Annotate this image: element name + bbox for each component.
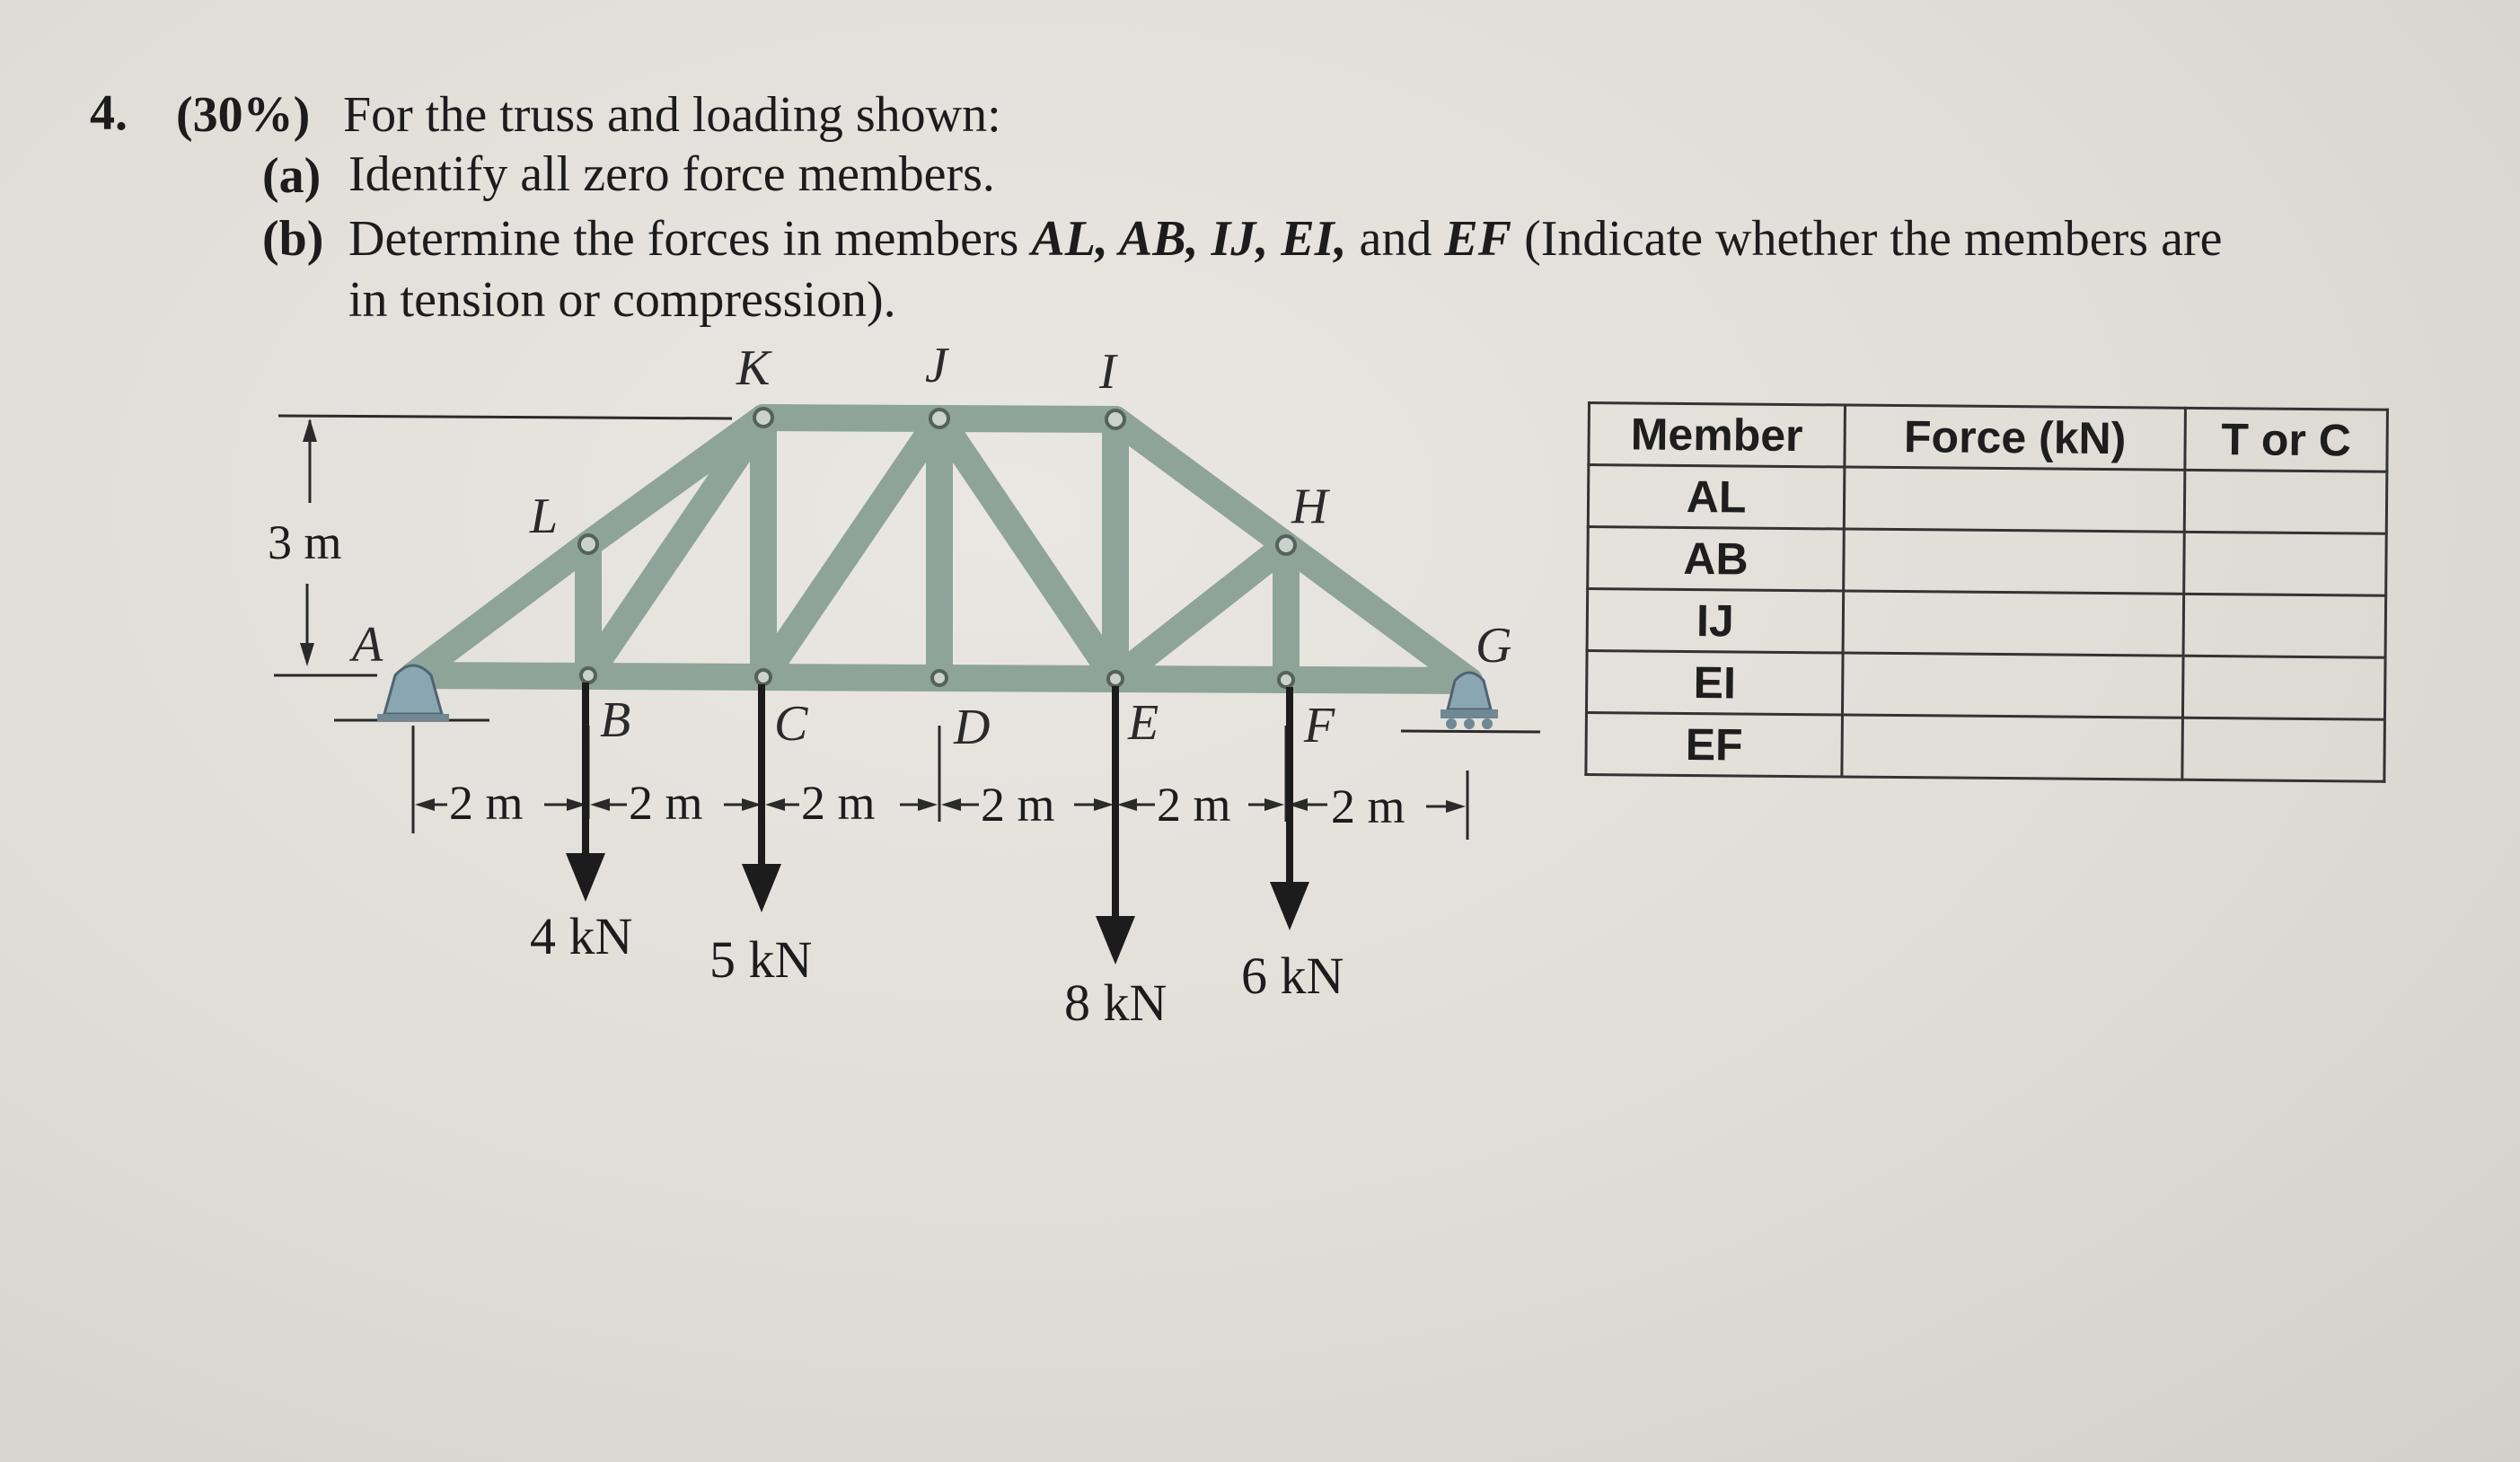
member-IH [1115, 419, 1286, 545]
joint-label-D: D [954, 700, 991, 755]
pin-C [756, 670, 771, 684]
truss-members [413, 418, 1469, 681]
answer-table [1584, 401, 2389, 783]
load-label-C: 5 kN [709, 930, 813, 989]
part-b-and: and [1359, 211, 1432, 267]
force-cell[interactable] [1844, 467, 2185, 532]
height-label: 3 m [268, 515, 342, 569]
table-row [1588, 465, 2387, 534]
height-top-line [278, 416, 732, 418]
table-row [1586, 712, 2385, 781]
part-b-members: AL, AB, IJ, EI, [1031, 211, 1347, 267]
load-arrowheads [566, 853, 1309, 964]
ground-right [1401, 731, 1540, 732]
part-b-continuation: in tension or compression). [348, 272, 896, 328]
question-weight: (30%) [176, 87, 311, 143]
header-t-or-c: T or C [2185, 408, 2388, 471]
toc-cell[interactable] [2182, 656, 2385, 719]
pin-K [754, 409, 772, 427]
part-b-post: (Indicate whether the members are [1524, 211, 2223, 267]
joint-label-J: J [925, 338, 947, 393]
table-row [1587, 589, 2386, 658]
joint-label-I: I [1099, 344, 1116, 400]
joint-label-F: F [1304, 698, 1335, 753]
spacing-label-CD: 2 m [801, 776, 876, 830]
height-arrow-down [300, 643, 314, 666]
table-row [1586, 651, 2385, 720]
member-cell: EF [1586, 712, 1843, 776]
joint-label-B: B [600, 692, 631, 748]
member-EH [1115, 545, 1286, 679]
member-cell: EI [1586, 651, 1843, 715]
height-arrow-up [303, 418, 317, 442]
header-member: Member [1589, 403, 1846, 467]
pin-L [579, 535, 597, 553]
header-force: Force (kN) [1845, 405, 2186, 470]
member-JE [939, 418, 1115, 679]
table-row [1588, 527, 2387, 596]
pin-D [932, 671, 947, 685]
joint-label-C: C [774, 696, 808, 752]
toc-cell[interactable] [2182, 718, 2385, 781]
joint-label-A: A [352, 617, 383, 673]
part-b-pre: Determine the forces in members [348, 211, 1019, 267]
force-cell[interactable] [1844, 529, 2185, 594]
question-number: 4. [90, 85, 128, 141]
member-cell: AB [1588, 527, 1845, 591]
pin-F [1279, 673, 1293, 687]
toc-cell[interactable] [2184, 470, 2387, 533]
load-label-E: 8 kN [1064, 973, 1167, 1032]
pin-B [581, 668, 595, 683]
spacing-label-AB: 2 m [449, 776, 524, 830]
toc-cell[interactable] [2184, 532, 2387, 595]
force-cell[interactable] [1842, 715, 2183, 779]
member-cell: IJ [1587, 589, 1844, 653]
toc-cell[interactable] [2183, 594, 2386, 657]
member-AL [413, 544, 588, 675]
spacing-label-FG: 2 m [1331, 779, 1405, 833]
member-CJ [763, 418, 939, 677]
member-BK [588, 418, 763, 675]
pin-E [1108, 672, 1123, 686]
part-a-text: Identify all zero force members. [348, 146, 995, 202]
part-b-label: (b) [262, 211, 324, 267]
load-label-B: 4 kN [530, 907, 633, 965]
part-a-label: (a) [262, 148, 322, 204]
joint-label-H: H [1291, 479, 1328, 534]
joint-label-K: K [736, 340, 771, 396]
part-b-last-member: EF [1444, 211, 1512, 267]
pin-I [1106, 410, 1124, 428]
joint-label-L: L [530, 489, 559, 544]
spacing-label-DE: 2 m [981, 778, 1055, 832]
pin-J [930, 410, 948, 427]
spacing-label-EF: 2 m [1157, 778, 1231, 832]
question-prompt: For the truss and loading shown: [343, 87, 1001, 143]
table-header-row [1589, 403, 2388, 472]
spacing-label-BC: 2 m [629, 776, 703, 830]
member-HG [1286, 545, 1469, 681]
joint-label-G: G [1476, 618, 1512, 674]
pin-H [1277, 536, 1295, 554]
force-cell[interactable] [1842, 653, 2183, 718]
force-cell[interactable] [1843, 591, 2184, 656]
member-cell: AL [1588, 465, 1845, 529]
joint-label-E: E [1128, 695, 1159, 751]
load-label-F: 6 kN [1241, 947, 1344, 1005]
